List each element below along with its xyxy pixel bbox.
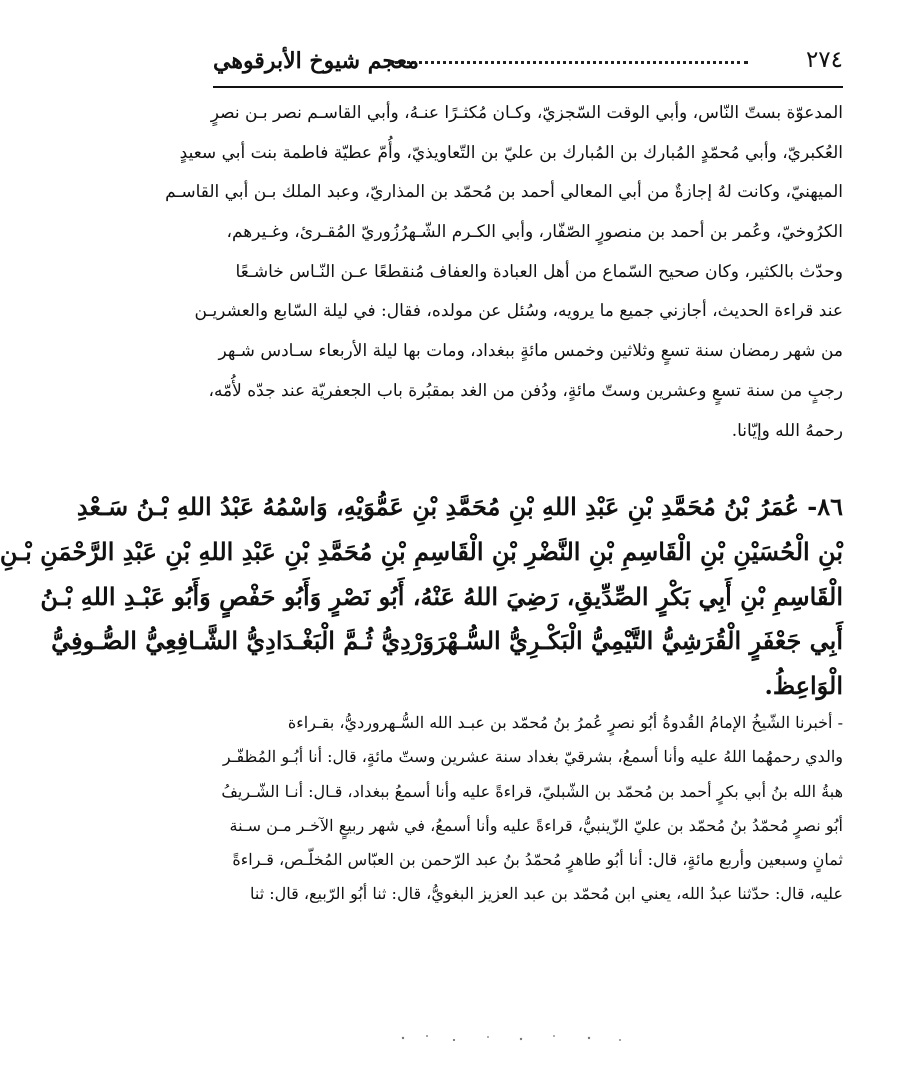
chain-line: هبةُ الله بنُ أبي بكرٍ أحمد بن مُحمّد بن الشّبليّ، قراءةً عليه وأنا أسمعُ ببغداد، قـال: أنـا الشّـريفُ [221,781,843,801]
text-line: المدعوّة بستّ النّاس، وأبي الوقت السّجزيّ، وكـان مُكثـرًا عنـهُ، وأبي القاسـم نصر بـن نصرٍ [210,103,843,123]
dotted-leader [388,61,748,64]
page-number: ٢٧٤ [805,47,843,73]
chain-line: والدي رحمهُما اللهُ عليه وأنا أسمعُ، بشرقيّ بغداد سنة عشرين وستّ مائةٍ، قال: أنا أبُـو المُظفّـر [222,747,843,767]
text-line: رحمهُ الله وإيّانا. [731,420,843,441]
chain-line: ثمانٍ وسبعين وأربع مائةٍ، قال: أنا أبُو طاهرٍ مُحمّدُ بنُ عبد الرّحمن بن العبّاس المُخلّـص، قـراءةً [232,850,843,870]
running-header [213,44,843,88]
text-line: رجبٍ من سنة تسعٍ وعشرين وستّ مائةٍ، ودُفن من الغد بمقبُرة باب الجعفريّة عند جدّه لأُمّه، [208,380,843,401]
text-line: الكرُوخيّ، وعُمر بن أحمد بن منصورٍ الصّفّار، وأبي الكـرم الشّـهرُزُوريّ المُقـرئ، وغـيرهم، [226,222,843,243]
bio-line: ٨٦- عُمَرُ بْنُ مُحَمَّدِ بْنِ عَبْدِ اللهِ بْنِ مُحَمَّدِ بْنِ عَمُّوَيْهِ، وَاسْمُهُ عَبْدُ اللهِ بْـنُ سَـعْدِ [76,492,843,521]
biography-heading [0,485,843,709]
paragraph-1 [165,94,843,451]
bio-line: أَبِي جَعْفَرٍ الْقُرَشِيُّ التَّيْمِيُّ الْبَكْـرِيُّ السُّـهْرَوَرْدِيُّ ثُـمَّ الْبَغْـدَادِيُّ الشَّـافِعِيُّ الصُّـوفِيُّ [51,626,843,656]
text-line: وحدّث بالكثير، وكان صحيح السّماع من أهل العبادة والعفاف مُنقطعًا عـن النّـاس خاشـعًا [235,261,843,282]
text-line: العُكبريّ، وأبي مُحمّدٍ المُبارك بن المُبارك بن عليّ بن التّعاويذيّ، وأُمّ عطيّة فاطمة بنت أبي سعيدٍ [179,142,843,163]
chain-line: أبُو نصرٍ مُحمّدُ بنُ مُحمّد بن عليّ الزّينبيُّ، قراءةً عليه وأنا أسمعُ، في شهر ربيعٍ الآخـر مـن سـنة [229,815,843,835]
bio-line: الْوَاعِظُ. [764,671,843,701]
chain-of-transmission [213,706,843,912]
text-line: من شهر رمضان سنة تسعٍ وثلاثين وخمس مائةٍ ببغداد، ومات بها ليلة الأربعاء سـادس شـهر [218,341,843,362]
book-title: معجم شيوخ الأبرقوهي [213,48,419,74]
chain-line: - أخبرنا الشّيخُ الإمامُ القُدوةُ أبُو نصرٍ عُمرُ بنُ مُحمّد بن عبـد الله السُّـهرورديُّ، بقـراءة [287,713,843,732]
bio-line: بْنِ الْحُسَيْنِ بْنِ الْقَاسِمِ بْنِ النَّضْرِ بْنِ الْقَاسِمِ بْنِ مُحَمَّدِ بْنِ عَبْدِ اللهِ بْنِ عَبْدِ الرَّحْمَنِ بْـنِ [0,536,843,566]
bio-line: الْقَاسِمِ بْنِ أَبِي بَكْرٍ الصِّدِّيقِ، رَضِيَ اللهُ عَنْهُ، أَبُو نَصْرٍ وَأَبُو حَفْصٍ وَأَبُو عَبْـدِ اللهِ بْـنُ [40,581,843,611]
chain-line: عليه، قال: حدّثنا عبدُ الله، يعني ابن مُحمّد بن عبد العزيز البغويُّ، قال: ثنا أبُو الرّبيع، قال: ثنا [250,884,843,904]
text-line: الميهنيّ، وكانت لهُ إجازةٌ من أبي المعالي أحمد بن مُحمّد بن المذاريّ، وعبد الملك بـن أبي القاسـم [165,182,843,203]
scan-specks [393,1028,643,1048]
text-line: عند قراءة الحديث، أجازني جميع ما يرويه، وسُئل عن مولده، فقال: في ليلة السّابع والعشريـن [194,301,843,322]
